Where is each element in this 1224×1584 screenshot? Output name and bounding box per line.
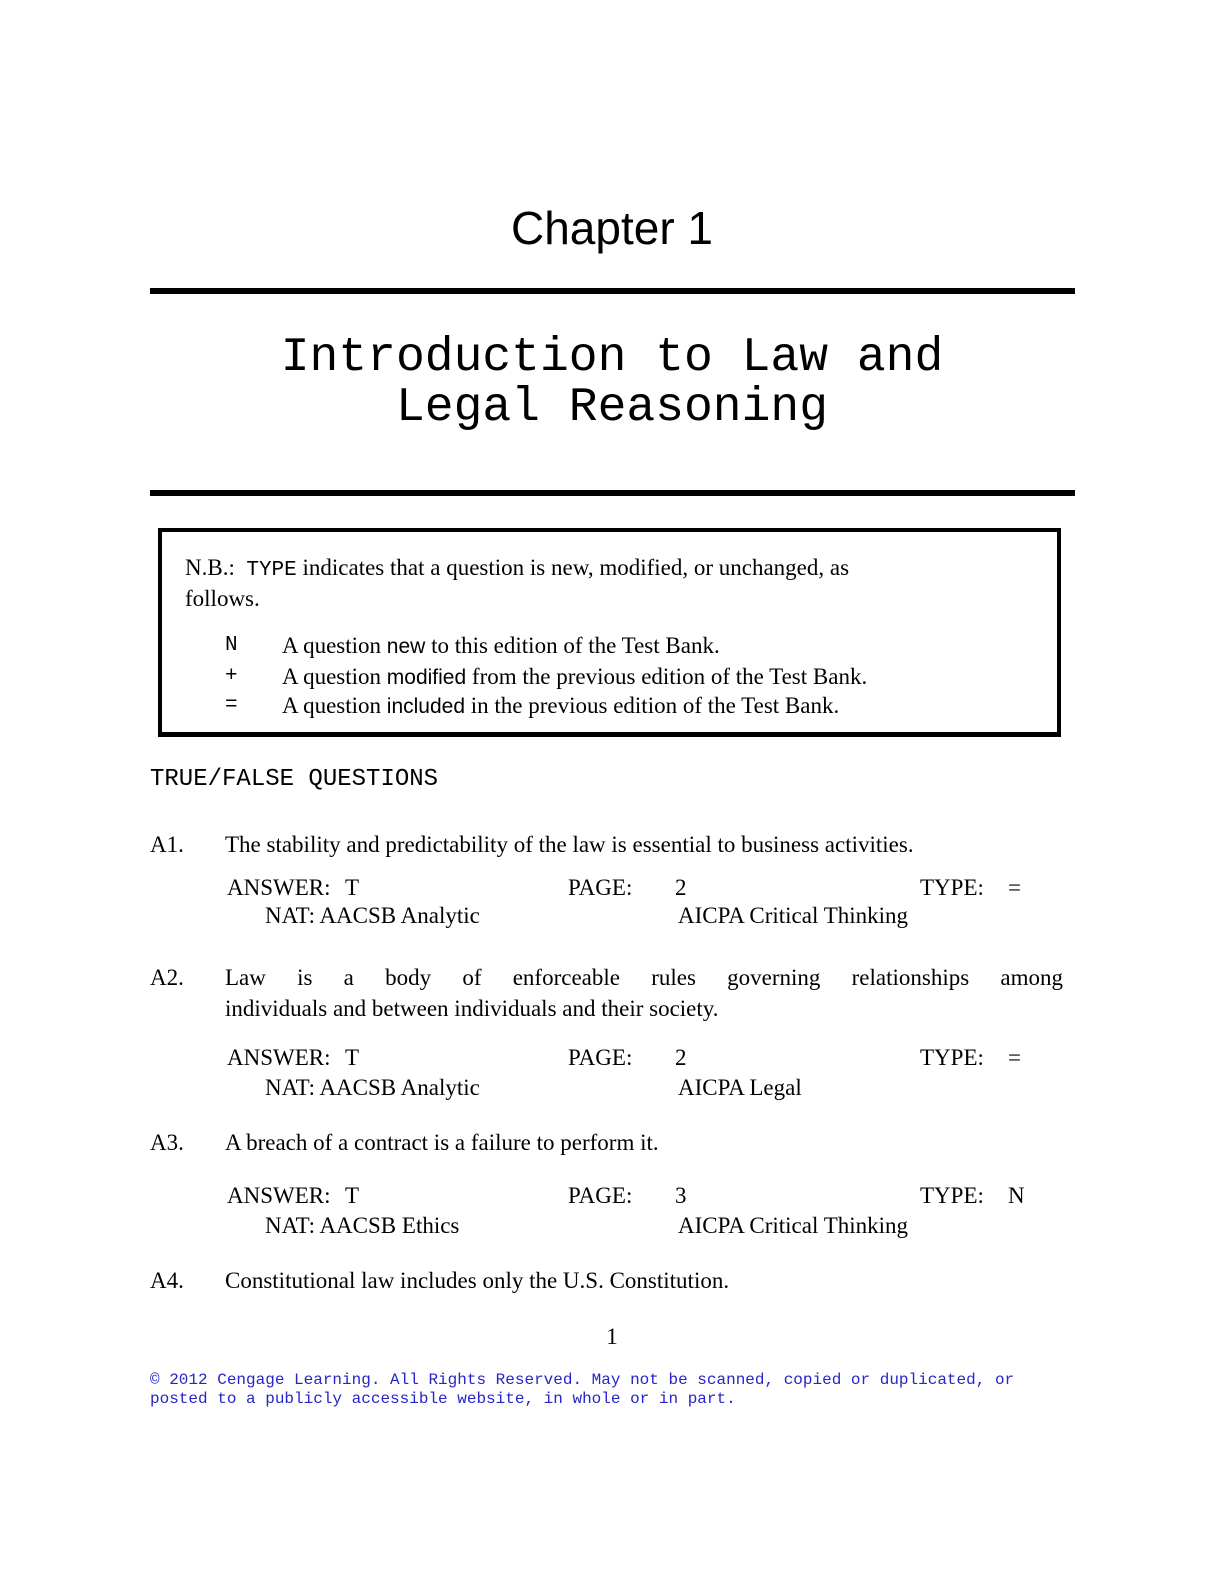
legend-text-post: from the previous edition of the Test Bank. bbox=[471, 664, 868, 689]
answer-value: T bbox=[345, 875, 360, 900]
legend-text-pre: A question bbox=[282, 633, 382, 658]
legend-intro-tail: indicates that a question is new, modified, or unchanged, as bbox=[302, 555, 850, 580]
legend-symbol-modified: + bbox=[225, 665, 238, 688]
horizontal-rule-top bbox=[150, 288, 1075, 294]
type-value: = bbox=[1008, 875, 1021, 900]
horizontal-rule-bottom bbox=[150, 490, 1075, 496]
aicpa-value: AICPA Legal bbox=[678, 1075, 802, 1100]
type-label: TYPE: bbox=[920, 875, 984, 900]
answer-label: ANSWER: bbox=[227, 1045, 331, 1070]
copyright-line-2: posted to a publicly accessible website, in whole or in part. bbox=[150, 1390, 736, 1408]
page-label: PAGE: bbox=[568, 875, 633, 900]
subtitle-line-1: Introduction to Law and bbox=[280, 331, 944, 385]
question-id: A2. bbox=[150, 965, 184, 990]
question-id: A3. bbox=[150, 1130, 184, 1155]
nat-value: NAT: AACSB Ethics bbox=[265, 1213, 460, 1238]
question-text-line-2: individuals and between individuals and their society. bbox=[225, 996, 719, 1021]
page-value: 3 bbox=[675, 1183, 687, 1208]
question-text-line-1: Law is a body of enforceable rules governing relationships among bbox=[225, 965, 1063, 990]
aicpa-value: AICPA Critical Thinking bbox=[678, 1213, 909, 1238]
question-id: A4. bbox=[150, 1268, 184, 1293]
legend-text-post: to this edition of the Test Bank. bbox=[431, 633, 720, 658]
legend-text-pre: A question bbox=[282, 693, 382, 718]
type-value: N bbox=[1008, 1183, 1025, 1208]
type-legend-box bbox=[158, 528, 1061, 737]
nat-value: NAT: AACSB Analytic bbox=[265, 903, 480, 928]
question-text: The stability and predictability of the law is essential to business activities. bbox=[225, 832, 914, 857]
type-value: = bbox=[1008, 1045, 1021, 1070]
type-label: TYPE: bbox=[920, 1183, 984, 1208]
answer-label: ANSWER: bbox=[227, 875, 331, 900]
type-label: TYPE: bbox=[920, 1045, 984, 1070]
subtitle-line-2: Legal Reasoning bbox=[395, 381, 829, 435]
legend-symbol-new: N bbox=[225, 634, 238, 657]
legend-prefix: N.B.: bbox=[185, 555, 235, 580]
legend-keyword-modified: modified bbox=[386, 666, 467, 689]
legend-keyword-included: included bbox=[386, 695, 466, 718]
legend-intro-line-1 bbox=[185, 552, 849, 586]
page-label: PAGE: bbox=[568, 1045, 633, 1070]
question-text: A breach of a contract is a failure to perform it. bbox=[225, 1130, 659, 1155]
question-text: Constitutional law includes only the U.S. Constitution. bbox=[225, 1268, 730, 1293]
legend-text-pre: A question bbox=[282, 664, 382, 689]
nat-value: NAT: AACSB Analytic bbox=[265, 1075, 480, 1100]
chapter-title: Chapter 1 bbox=[510, 202, 713, 254]
copyright-line-1: © 2012 Cengage Learning. All Rights Reserved. May not be scanned, copied or duplicated, or bbox=[150, 1371, 1015, 1389]
legend-text-post: in the previous edition of the Test Bank. bbox=[470, 693, 840, 718]
page-value: 2 bbox=[675, 875, 687, 900]
type-keyword: TYPE bbox=[246, 559, 297, 582]
chapter-subtitle bbox=[0, 333, 1224, 433]
section-heading: TRUE/FALSE QUESTIONS bbox=[150, 766, 439, 793]
copyright-footer bbox=[150, 1371, 1014, 1409]
legend-intro-line-2: follows. bbox=[185, 586, 260, 611]
page-label: PAGE: bbox=[568, 1183, 633, 1208]
legend-symbol-included: = bbox=[225, 694, 238, 717]
answer-value: T bbox=[345, 1045, 360, 1070]
page-value: 2 bbox=[675, 1045, 687, 1070]
aicpa-value: AICPA Critical Thinking bbox=[678, 903, 909, 928]
page-number: 1 bbox=[606, 1324, 618, 1349]
legend-keyword-new: new bbox=[386, 635, 426, 658]
answer-value: T bbox=[345, 1183, 360, 1208]
question-id: A1. bbox=[150, 832, 184, 857]
answer-label: ANSWER: bbox=[227, 1183, 331, 1208]
